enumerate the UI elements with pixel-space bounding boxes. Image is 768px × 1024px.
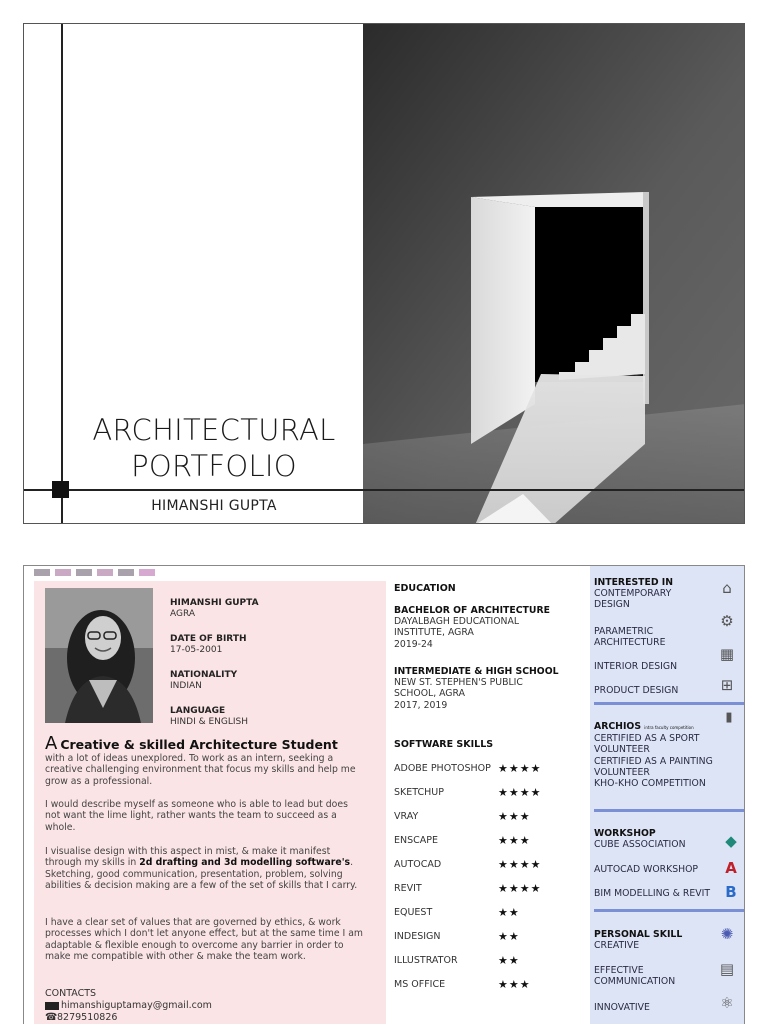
archios-line5: KHO-KHO COMPETITION <box>594 778 706 790</box>
divider <box>594 909 745 912</box>
cover-horizontal-rule <box>24 489 744 491</box>
cover-page <box>23 23 745 524</box>
headline-initial: A <box>45 733 58 754</box>
college-years: 2019-24 <box>394 638 433 650</box>
software-item <box>394 955 544 971</box>
contacts-label: CONTACTS <box>45 988 97 999</box>
language-value: HINDI & ENGLISH <box>170 717 249 727</box>
degree-title: BACHELOR OF ARCHITECTURE <box>394 605 550 616</box>
archios-line1: CERTIFIED AS A SPORT <box>594 733 700 745</box>
network-icon: ⚙ <box>720 612 734 630</box>
product-icon: ⊞ <box>720 676 734 694</box>
presentation-icon: ▤ <box>719 960 735 978</box>
top-tab-decoration <box>76 569 92 576</box>
cover-photo-doorway <box>363 24 745 524</box>
software-item <box>394 931 544 947</box>
personal-skill-innovative: INNOVATIVE <box>594 1002 650 1013</box>
dob-block <box>170 634 247 656</box>
top-tab-decoration <box>139 569 155 576</box>
software-rating: ★★ <box>498 930 520 943</box>
software-title: SOFTWARE SKILLS <box>394 739 494 750</box>
interest-product: PRODUCT DESIGN <box>594 685 679 696</box>
college-line1: DAYALBAGH EDUCATIONAL <box>394 616 520 628</box>
interest-contemporary-l2: DESIGN <box>594 599 630 611</box>
nationality-label: NATIONALITY <box>170 670 238 680</box>
software-item <box>394 859 544 875</box>
top-tab-decoration <box>34 569 50 576</box>
resume-page <box>23 565 745 1024</box>
cover-vertical-rule <box>61 24 63 523</box>
skills-paragraph <box>45 846 365 892</box>
cover-title-line1: ARCHITECTURAL <box>92 413 336 447</box>
communication-line2: COMMUNICATION <box>594 976 676 988</box>
communication-line1: EFFECTIVE <box>594 965 644 976</box>
top-tab-decoration <box>118 569 134 576</box>
software-rating: ★★ <box>498 954 520 967</box>
buildings-icon: ⌂ <box>722 579 732 597</box>
degree-block <box>394 605 550 650</box>
interest-parametric-l2: ARCHITECTURE <box>594 637 666 649</box>
software-name: INDESIGN <box>394 931 441 942</box>
profile-name-block <box>170 598 259 620</box>
phone-number[interactable]: 8279510826 <box>57 1012 118 1023</box>
software-name: ILLUSTRATOR <box>394 955 458 966</box>
interest-parametric-l1: PARAMETRIC <box>594 626 654 637</box>
autocad-icon: A <box>725 859 737 877</box>
blueprint-icon: ▦ <box>719 645 735 663</box>
interest-interior: INTERIOR DESIGN <box>594 661 678 672</box>
language-block <box>170 706 248 728</box>
software-item <box>394 787 544 803</box>
school-line1: NEW ST. STEPHEN'S PUBLIC <box>394 677 523 689</box>
software-item <box>394 979 544 995</box>
brain-icon: ✺ <box>720 925 734 943</box>
software-rating: ★★★ <box>498 810 531 823</box>
nationality-value: INDIAN <box>170 681 202 691</box>
innovation-icon: ⚛ <box>720 994 734 1012</box>
software-name: SKETCHUP <box>394 787 444 798</box>
education-title: EDUCATION <box>394 583 456 594</box>
divider <box>594 702 745 705</box>
software-item <box>394 835 544 851</box>
leadership-paragraph: I would describe myself as someone who is able to lead but does not want the lime light, rather wants the team to succeed as a whole. <box>45 799 348 833</box>
cover-square-marker <box>52 481 69 498</box>
phone-row[interactable] <box>45 1012 212 1024</box>
personal-skill-creative: CREATIVE <box>594 940 640 952</box>
software-name: REVIT <box>394 883 422 894</box>
interests-title: INTERESTED IN <box>594 577 674 588</box>
activities-panel <box>590 566 745 1024</box>
skills-paragraph-a: I visualise design with this aspect in mist, & make it manifest through my skills in <box>45 846 331 869</box>
cube-icon: ◆ <box>725 832 737 850</box>
school-block <box>394 666 559 711</box>
software-rating: ★★★★ <box>498 858 542 871</box>
software-name: VRAY <box>394 811 419 822</box>
school-years: 2017, 2019 <box>394 699 448 711</box>
profile-name: HIMANSHI GUPTA <box>170 598 259 608</box>
dob-value: 17-05-2001 <box>170 645 223 655</box>
workshop-title: WORKSHOP <box>594 828 656 839</box>
values-paragraph: I have a clear set of values that are governed by ethics, & work processes which I don't let anyone effect, but at the same time I am adaptable & flexible enough to overcome any barrier in order to make me compatible with other & make the team work. <box>45 917 363 963</box>
contacts-block <box>45 988 212 1024</box>
phone-icon: ☎ <box>45 1012 58 1023</box>
profile-photo <box>45 588 153 723</box>
software-name: ENSCAPE <box>394 835 439 846</box>
personal-skill-title: PERSONAL SKILL <box>594 929 683 940</box>
software-name: ADOBE PHOTOSHOP <box>394 763 491 774</box>
archios-subtitle: intra faculty competition <box>644 725 694 730</box>
college-line2: INSTITUTE, AGRA <box>394 627 474 639</box>
divider <box>594 809 745 812</box>
nationality-block <box>170 670 237 692</box>
archios-line2: VOLUNTEER <box>594 744 650 756</box>
headline-text: Creative & skilled Architecture Student <box>60 737 338 752</box>
software-rating: ★★★★ <box>498 882 542 895</box>
software-rating: ★★★ <box>498 834 531 847</box>
workshop-bim: BIM MODELLING & REVIT <box>594 888 711 899</box>
email-link[interactable]: himanshiguptamay@gmail.com <box>61 1000 212 1011</box>
software-name: MS OFFICE <box>394 979 446 990</box>
software-item <box>394 883 544 899</box>
software-name: AUTOCAD <box>394 859 442 870</box>
revit-icon: B <box>725 883 737 901</box>
software-rating: ★★ <box>498 906 520 919</box>
top-tab-decoration <box>97 569 113 576</box>
interest-contemporary-l1: CONTEMPORARY <box>594 588 672 600</box>
profile-city: AGRA <box>170 609 196 619</box>
software-item <box>394 811 544 827</box>
workshop-autocad: AUTOCAD WORKSHOP <box>594 864 699 875</box>
software-name: EQUEST <box>394 907 433 918</box>
software-rating: ★★★ <box>498 978 531 991</box>
dob-label: DATE OF BIRTH <box>170 634 247 644</box>
email-row[interactable] <box>45 1000 212 1012</box>
skills-paragraph-bold: 2d drafting and 3d modelling software's <box>139 857 351 869</box>
headline <box>45 733 338 754</box>
archios-line3: CERTIFIED AS A PAINTING <box>594 755 713 767</box>
cover-title <box>64 412 364 484</box>
archios-logo-icon: ▮ <box>725 710 733 725</box>
archios-line4: VOLUNTEER <box>594 766 650 778</box>
cover-author: HIMANSHI GUPTA <box>151 498 277 514</box>
mail-icon <box>45 1002 59 1010</box>
cover-title-line2: PORTFOLIO <box>131 449 297 483</box>
archios-title: ARCHIOS <box>594 721 642 732</box>
archios-block <box>594 721 745 789</box>
school-title: INTERMEDIATE & HIGH SCHOOL <box>394 666 559 677</box>
top-tab-decoration <box>55 569 71 576</box>
software-rating: ★★★★ <box>498 762 542 775</box>
software-rating: ★★★★ <box>498 786 542 799</box>
workshop-cube: CUBE ASSOCIATION <box>594 839 686 851</box>
intro-paragraph: with a lot of ideas unexplored. To work as an intern, seeking a creative challenging environment that focus my skills and help me grow as a professional. <box>45 753 356 787</box>
software-item <box>394 907 544 923</box>
school-line2: SCHOOL, AGRA <box>394 688 465 700</box>
profile-panel <box>34 581 386 1024</box>
skills-paragraph-c: . Sketching, good communication, presentation, problem, solving abilities & decision making are a few of the set of skills that I carry. <box>45 857 358 892</box>
software-item <box>394 763 544 779</box>
language-label: LANGUAGE <box>170 706 226 716</box>
